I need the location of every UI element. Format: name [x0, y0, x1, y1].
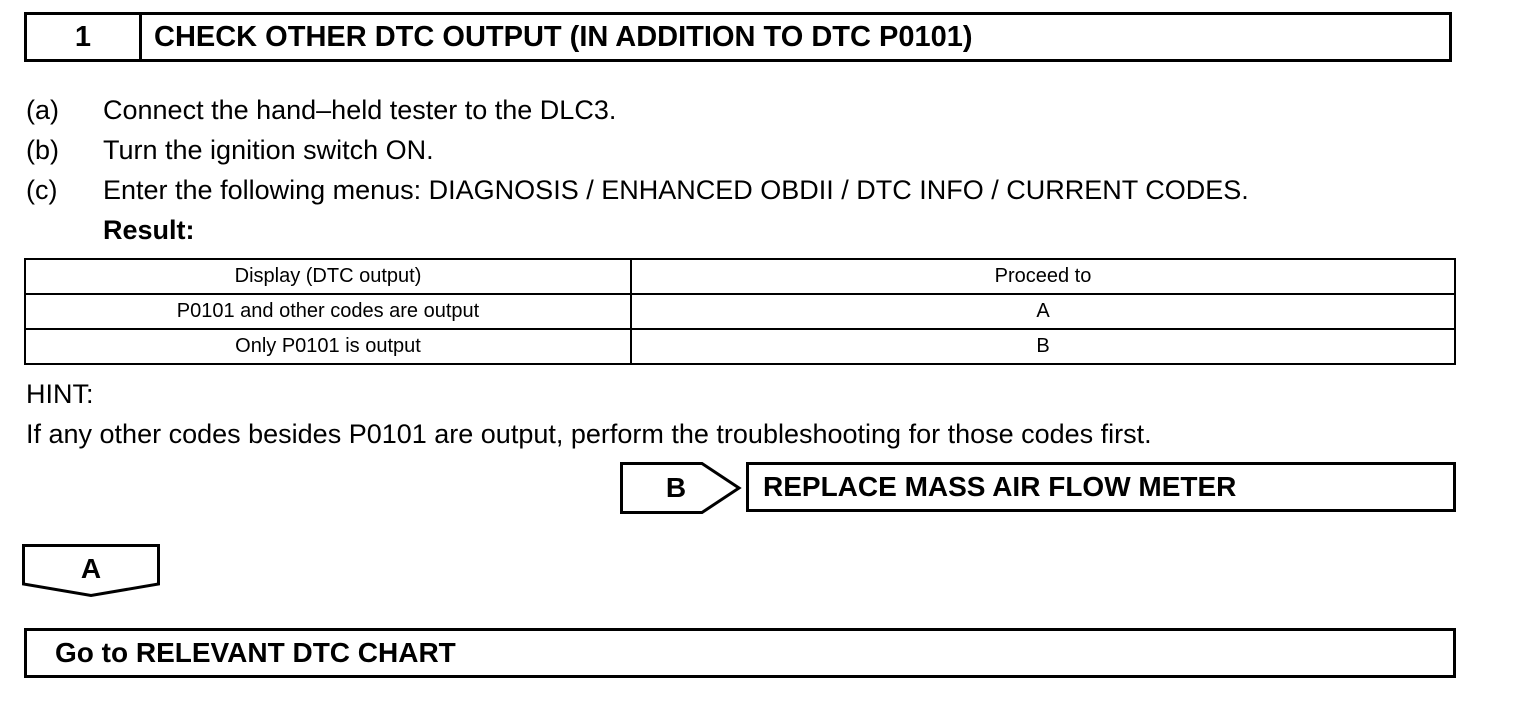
- table-header-row: [25, 259, 1455, 294]
- table-row: [25, 329, 1455, 364]
- result-table: [24, 258, 1456, 365]
- branch-a-action-text: Go to RELEVANT DTC CHART: [55, 637, 456, 668]
- instruction-text: Connect the hand–held tester to the DLC3.: [103, 95, 617, 125]
- hint-text: If any other codes besides P0101 are output, perform the troubleshooting for those codes first.: [26, 419, 1152, 449]
- instruction-label: (c): [26, 175, 58, 205]
- instruction-text: Turn the ignition switch ON.: [103, 135, 434, 165]
- step-number: 1: [27, 15, 142, 59]
- table-cell: A: [631, 294, 1455, 329]
- branch-a-label: A: [80, 553, 102, 584]
- instruction-text: Enter the following menus: DIAGNOSIS / ENHANCED OBDII / DTC INFO / CURRENT CODES.: [103, 175, 1249, 205]
- step-title: CHECK OTHER DTC OUTPUT (IN ADDITION TO DTC P0101): [154, 20, 973, 53]
- table-header-cell: Proceed to: [631, 259, 1455, 294]
- instruction-c: [26, 170, 1249, 210]
- branch-b-action-text: REPLACE MASS AIR FLOW METER: [763, 471, 1237, 502]
- table-cell: B: [631, 329, 1455, 364]
- table-cell: P0101 and other codes are output: [25, 294, 631, 329]
- branch-b-action-box: [746, 462, 1456, 512]
- branch-b-label: B: [665, 472, 687, 503]
- table-cell: Only P0101 is output: [25, 329, 631, 364]
- instruction-a: [26, 90, 616, 130]
- hint-heading: HINT:: [26, 379, 94, 409]
- table-header-cell: Display (DTC output): [25, 259, 631, 294]
- branch-a-action-box: [24, 628, 1456, 678]
- table-row: [25, 294, 1455, 329]
- step-header: [24, 12, 1452, 62]
- instruction-label: (b): [26, 135, 59, 165]
- result-label: Result:: [103, 215, 195, 245]
- instruction-label: (a): [26, 95, 59, 125]
- instruction-b: [26, 130, 434, 170]
